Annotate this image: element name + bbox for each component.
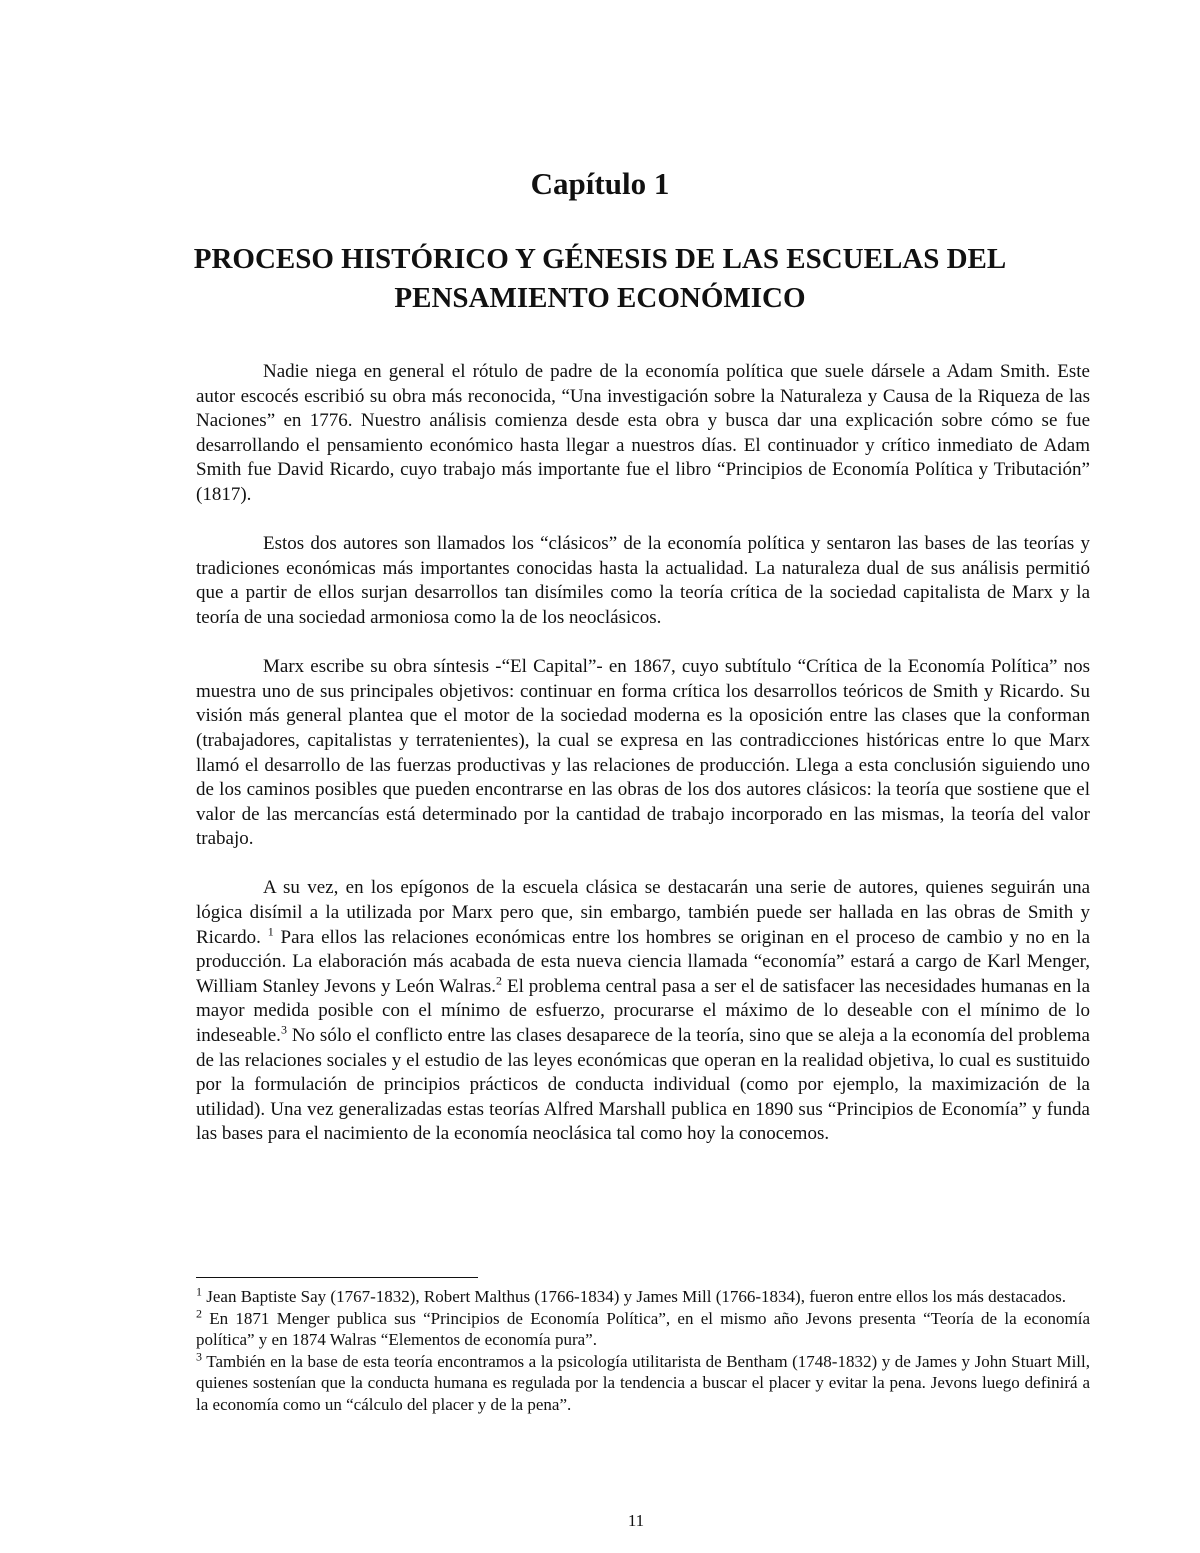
footnote-ref-3[interactable]: 3 <box>280 1022 287 1037</box>
paragraph-4-part-a: A su vez, en los epígonos de la escuela clásica se destacarán una serie de autores, quienes seguirán una lógica disímil a la utilizada por Marx pero que, sin embargo, también puede ser hallada en las obras de Smith y Ricardo. <box>196 877 1090 948</box>
chapter-title <box>150 240 1050 318</box>
footnote-ref-1[interactable]: 1 <box>267 924 274 939</box>
footnote-3-text: También en la base de esta teoría encontramos a la psicología utilitarista de Bentham (1748-1832) y de James y John Stuart Mill, quienes sostenían que la conducta humana es regulada por la tendencia a buscar el placer y evitar la pena. Jevons luego definirá a la economía como un “cálculo del placer y de la pena”. <box>196 1351 1090 1414</box>
footnote-2-number: 2 <box>196 1305 202 1320</box>
footnote-3-number: 3 <box>196 1348 202 1363</box>
paragraph-4-part-b: Para ellos las relaciones económicas entre los hombres se originan en el proceso de cambio y no en la producción. La elaboración más acabada de esta nueva ciencia llamada “economía” estará a cargo de Karl Menger, William Stanley Jevons y León Walras. <box>196 926 1091 997</box>
paragraph-3: Marx escribe su obra síntesis -“El Capital”- en 1867, cuyo subtítulo “Crítica de la Economía Política” nos muestra uno de sus principales objetivos: continuar en forma crítica los desarrollos teóricos de Smith y Ricardo. Su visión más general plantea que el motor de la sociedad moderna es la oposición entre las clases que la conforman (trabajadores, capitalistas y terratenientes), la cual se expresa en las contradicciones históricas entre lo que Marx llamó el desarrollo de las fuerzas productivas y las relaciones de producción. Llega a esta conclusión siguiendo uno de los caminos posibles que pueden encontrarse en las obras de los dos autores clásicos: la teoría que sostiene que el valor de las mercancías está determinado por la cantidad de trabajo incorporado en las mismas, la teoría del valor trabajo. <box>196 656 1090 850</box>
paragraph-2: Estos dos autores son llamados los “clásicos” de la economía política y sentaron las bases de las teorías y tradiciones económicas más importantes conocidas hasta la actualidad. La naturaleza dual de sus análisis permitió que a partir de ellos surjan desarrollos tan disímiles como la teoría crítica de la sociedad capitalista de Marx y la teoría de una sociedad armoniosa como la de los neoclásicos. <box>196 533 1090 628</box>
footnote-1-number: 1 <box>196 1284 202 1299</box>
paragraph-4 <box>196 876 1090 1147</box>
paragraph-4-part-c: El problema central pasa a ser el de satisfacer las necesidades humanas en la mayor medida posible con el mínimo de esfuerzo, procurarse el máximo de lo deseable con el mínimo de lo indeseable. <box>196 975 1090 1047</box>
footnote-separator <box>196 1277 478 1278</box>
footnote-2-text: En 1871 Menger publica sus “Principios de Economía Política”, en el mismo año Jevons presenta “Teoría de la economía política” y en 1874 Walras “Elementos de economía pura”. <box>196 1308 1090 1349</box>
chapter-title-line-2: PENSAMIENTO ECONÓMICO <box>394 282 806 314</box>
footnote-2 <box>196 1305 1090 1351</box>
footnote-ref-2[interactable]: 2 <box>496 973 503 988</box>
paragraph-4-part-d: No sólo el conflicto entre las clases desaparece de la teoría, sino que se aleja a la economía del problema de las relaciones sociales y el estudio de las leyes económicas que operan en la realidad objetiva, lo cual es sustituido por la formulación de principios prácticos de conducta individual (como por ejemplo, la maximización de la utilidad). Una vez generalizadas estas teorías Alfred Marshall publica en 1890 sus “Principios de Economía” y funda las bases para el nacimiento de la economía neoclásica tal como hoy la conocemos. <box>196 1025 1090 1145</box>
footnotes <box>196 1286 1090 1415</box>
footnote-3 <box>196 1348 1090 1416</box>
chapter-title-line-1: PROCESO HISTÓRICO Y GÉNESIS DE LAS ESCUELAS DEL <box>193 243 1007 275</box>
chapter-heading: Capítulo 1 <box>530 166 670 201</box>
page-number: 11 <box>627 1511 645 1530</box>
footnote-1-text: Jean Baptiste Say (1767-1832), Robert Malthus (1766-1834) y James Mill (1766-1834), fueron entre ellos los más destacados. <box>202 1287 1067 1306</box>
paragraph-1: Nadie niega en general el rótulo de padre de la economía política que suele dársele a Adam Smith. Este autor escocés escribió su obra más reconocida, “Una investigación sobre la Naturaleza y Causa de la Riqueza de las Naciones” en 1776. Nuestro análisis comienza desde esta obra y busca dar una explicación sobre cómo se fue desarrollando el pensamiento económico hasta llegar a nuestros días. El continuador y crítico inmediato de Adam Smith fue David Ricardo, cuyo trabajo más importante fue el libro “Principios de Economía Política y Tributación” (1817). <box>196 361 1090 505</box>
footnote-1 <box>196 1286 1090 1308</box>
body-text <box>196 360 1090 1147</box>
